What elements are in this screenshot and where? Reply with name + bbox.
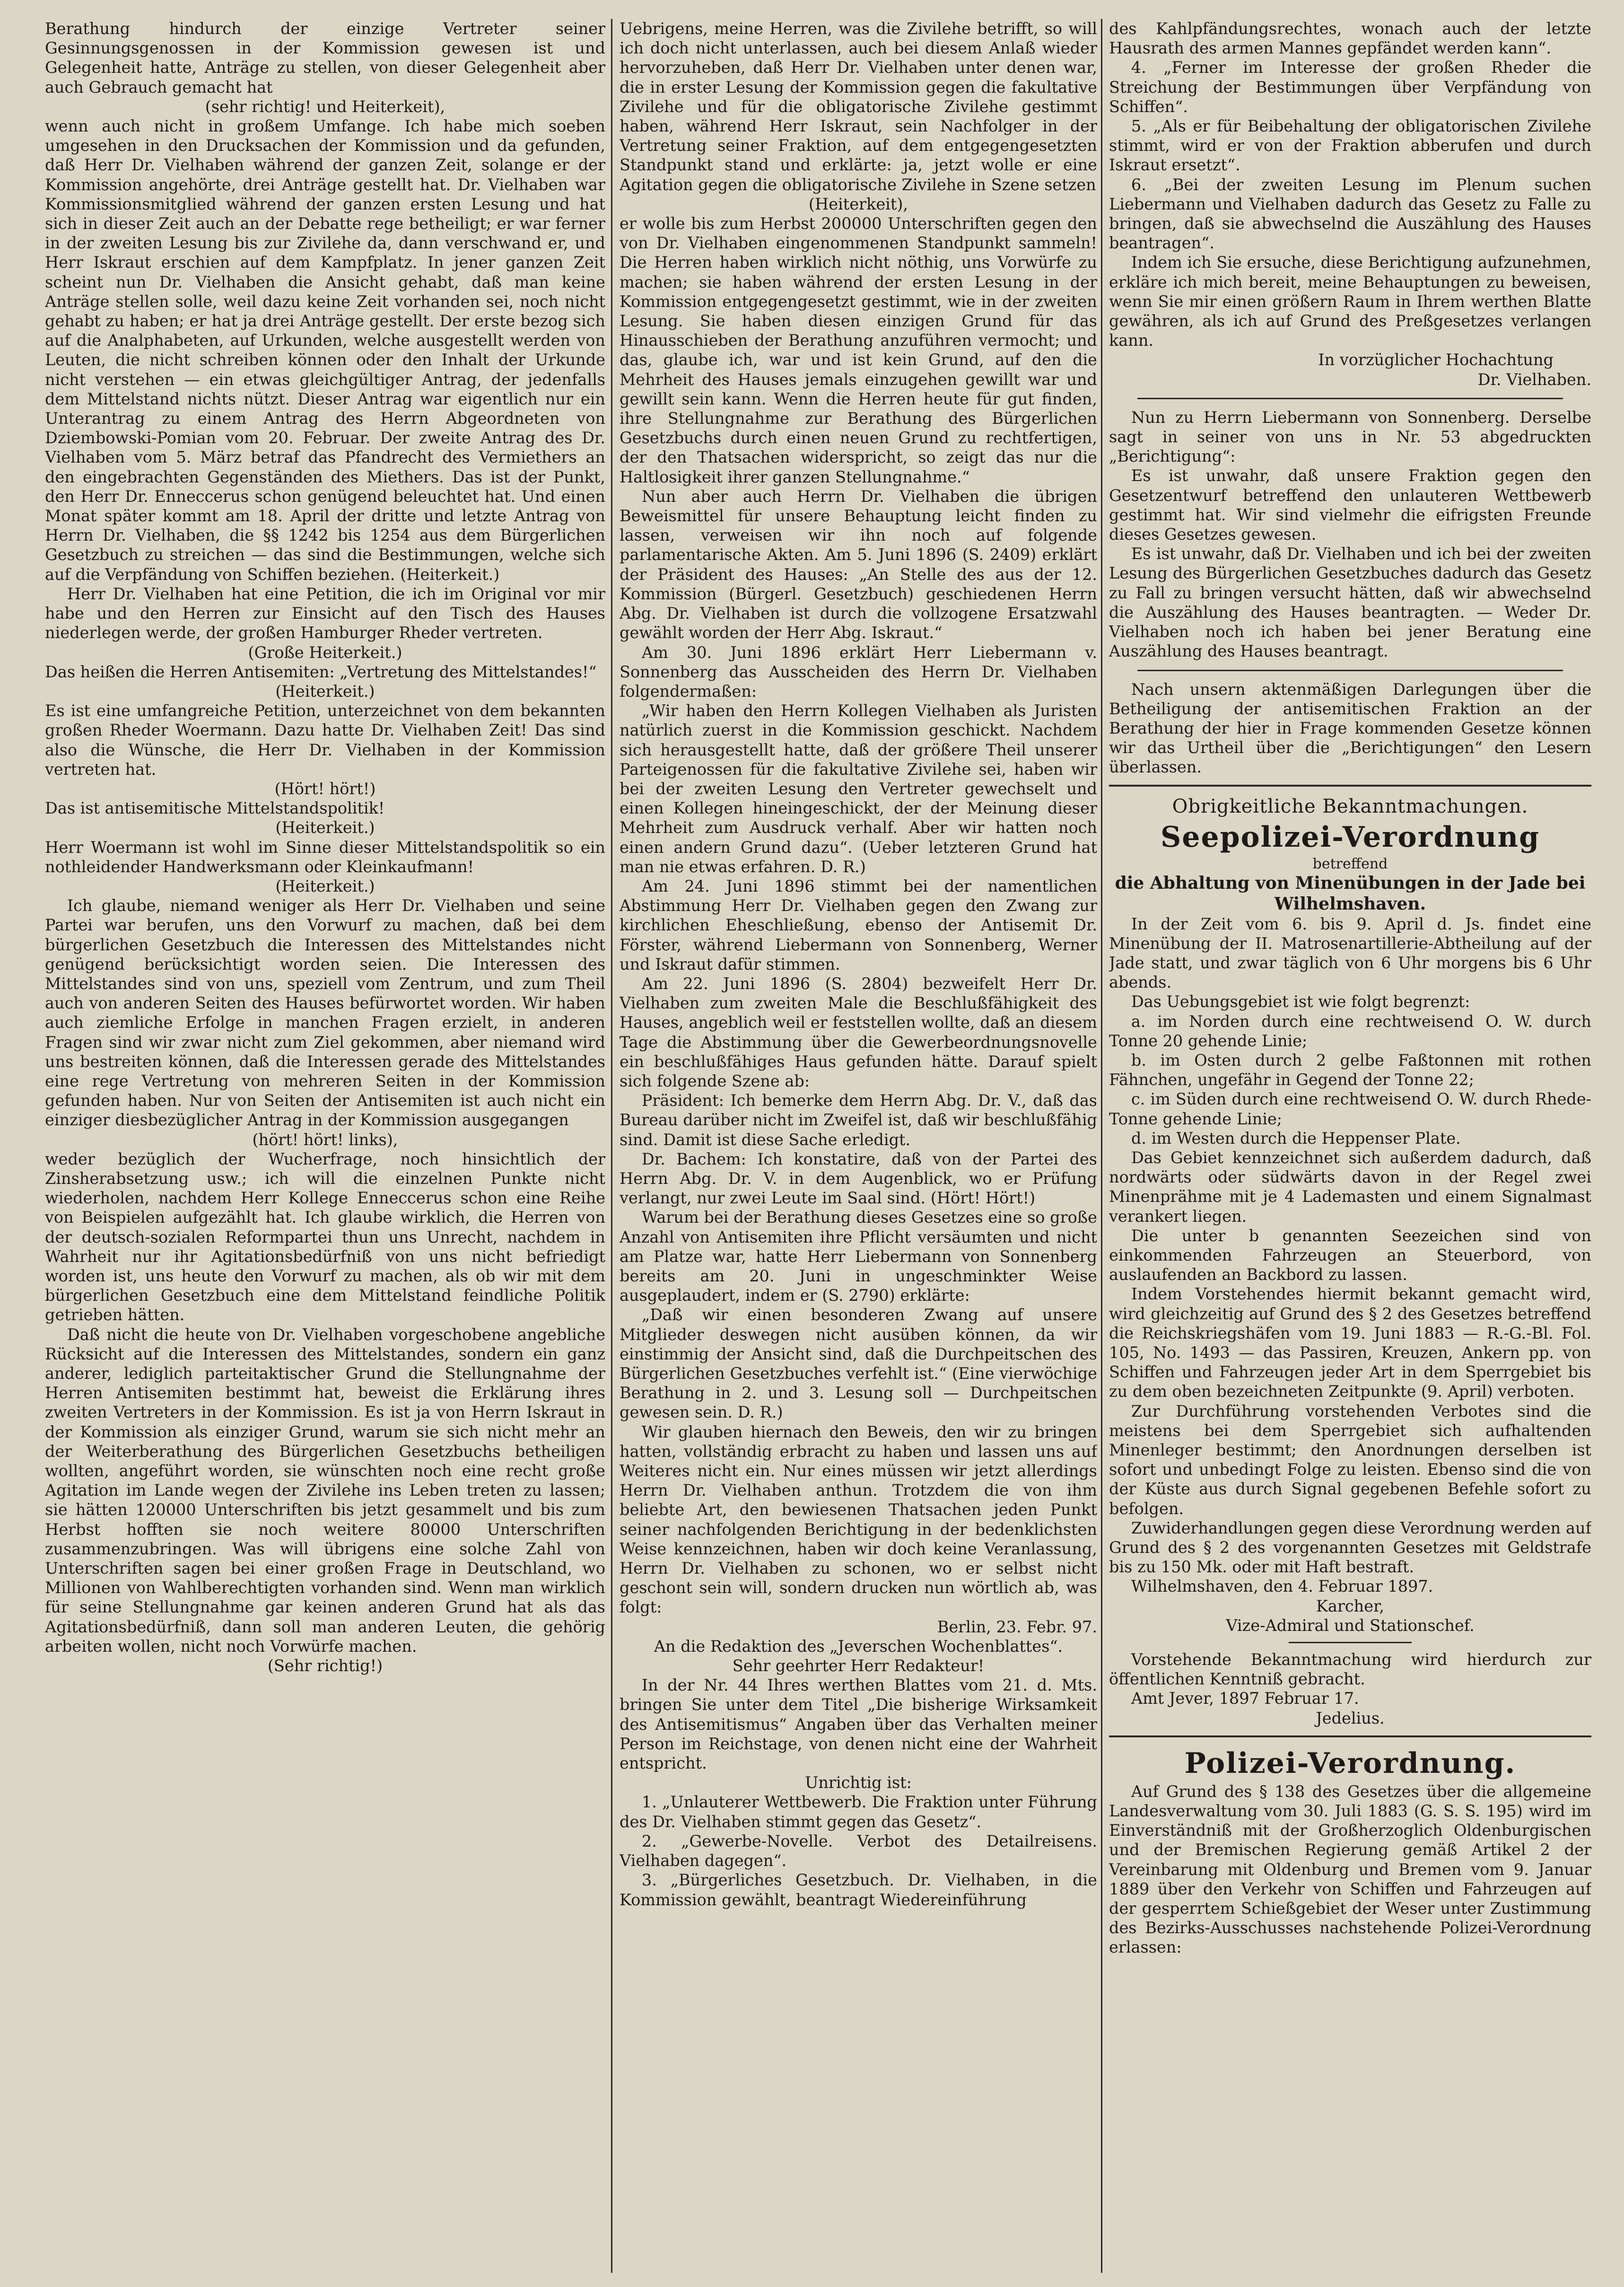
paragraph: Die unter b genannten Seezeichen sind von einkommenden Fahrzeugen an Steuerbord, von auslaufenden an Backbord zu lassen. <box>1109 1226 1591 1284</box>
paragraph: Am 24. Juni 1896 stimmt bei der namentlichen Abstimmung Herr Dr. Vielhaben gegen den Zwang zur kirchlichen Eheschließung, ebenso der Antisemit Dr. Förster, während Liebermann von Sonnenberg, Werner und Iskraut dafür stimmen. <box>620 876 1097 973</box>
paragraph: 4. „Ferner im Interesse der großen Rheder die Streichung der Bestimmungen über Verpfändung von Schiffen“. <box>1109 58 1591 116</box>
section-rule <box>1109 1735 1591 1737</box>
paragraph: Das heißen die Herren Antisemiten: „Vertretung des Mittelstandes!“ <box>45 662 597 681</box>
paragraph: (hört! hört! links), <box>252 1130 398 1149</box>
liebermann-berichtigung <box>1109 408 1591 661</box>
paragraph: a. im Norden durch eine rechtweisend O. W. durch Tonne 20 gehende Linie; <box>1109 1012 1591 1050</box>
paragraph: (Heiterkeit.) <box>275 818 375 837</box>
paragraph: (sehr richtig! und Heiterkeit), <box>205 97 445 116</box>
polizei-body: Auf Grund des § 138 des Gesetzes über die allgemeine Landesverwaltung vom 30. Juli 1883 (G. S. S. 195) wird im Einverständniß mit der Großherzoglich Oldenburgischen und der Bremischen Regierung gemäß Artikel 2 der Vereinbarung mit Oldenburg und Bremen vom 9. Januar 1889 über den Verkehr von Schiffen und Fahrzeugen auf der gesperrtem Schießgebiet der Weser unter Zustimmung des Bezirks-Ausschusses nachstehende Polizei-Verordnung erlassen: <box>1109 1782 1591 1957</box>
paragraph: Das Gebiet kennzeichnet sich außerdem dadurch, daß nordwärts oder südwärts davon in der Regel zwei Minenprähme mit je 4 Lademasten und einem Signalmast verankert liegen. <box>1109 1148 1591 1226</box>
paragraph: Amt Jever, 1897 Februar 17. <box>1131 1689 1359 1708</box>
column-left <box>45 19 605 2278</box>
paragraph: 5. „Als er für Beibehaltung der obligatorischen Zivilehe stimmt, wird er von der Fraktion abberufen und durch Iskraut ersetzt“. <box>1109 117 1591 175</box>
column-right <box>1109 19 1591 2278</box>
paragraph: er wolle bis zum Herbst 200000 Unterschriften gegen den von Dr. Vielhaben eingenommenen Standpunkt sammeln! Die Herren haben wirklich nicht nöthig, uns Vorwürfe zu machen; sie haben während der ersten Lesung in der Kommission entgegengesetzt gestimmt, wie in der zweiten Lesung. Sie haben diesen einzigen Grund für das Hinausschieben der Berathung anzuführen vermocht; und das, glaube ich, war und ist kein Grund, auf den die Mehrheit des Hauses jemals einzugehen gewillt war und gewillt sein kann. Wenn die Herren heute für gut finden, ihre Stellungnahme zur Berathung des Bürgerlichen Gesetzbuchs durch einen neuen Grund zu rechtfertigen, der den Thatsachen widerspricht, so zeigt das nur die Haltlosigkeit ihrer ganzen Stellungnahme.“ <box>620 214 1097 486</box>
paragraph: Es ist eine umfangreiche Petition, unterzeichnet von dem bekannten großen Rheder Woermann. Dazu hatte Dr. Vielhaben Zeit! Das sind also die Wünsche, die Herr Dr. Vielhaben in der Kommission vertreten hat. <box>45 701 605 779</box>
paragraph: 1. „Unlauterer Wettbewerb. Die Fraktion unter Führung des Dr. Vielhaben stimmt gegen das Gesetz“. <box>620 1793 1097 1831</box>
paragraph: Es ist unwahr, daß unsere Fraktion gegen den Gesetzentwurf betreffend den unlauteren Wettbewerb gestimmt hat. Wir sind vielmehr die eifrigsten Freunde dieses Gesetzes gewesen. <box>1109 466 1591 544</box>
paragraph: In der Nr. 44 Ihres werthen Blattes vom 21. d. Mts. bringen Sie unter dem Titel „Die bisherige Wirksamkeit des Antisemitismus“ Angaben über das Verhalten meiner Person im Reichstage, von denen nicht eine der Wahrheit entspricht. <box>620 1676 1097 1773</box>
paragraph: wenn auch nicht in großem Umfange. Ich habe mich soeben umgesehen in den Drucksachen der Kommission und da gefunden, daß Herr Dr. Vielhaben während der ganzen Zeit, solange er der Kommission angehörte, drei Anträge gestellt hat. Dr. Vielhaben war Kommissionsmitglied während der ganzen ersten Lesung und hat sich in dieser Zeit auch an der Debatte rege betheiligt; er war ferner in der zweiten Lesung bis zur Zivilehe da, dann verschwand er, und Herr Iskraut erschien auf dem Kampfplatz. In jener ganzen Zeit scheint nun Dr. Vielhaben die Ansicht gehabt, daß man keine Anträge stellen solle, weil dazu keine Zeit vorhanden sei, noch nicht gehabt zu haben; er hat ja drei Anträge gestellt. Der erste bezog sich auf die Analphabeten, auf Urkunden, welche ausgestellt werden von Leuten, die nicht schreiben können oder den Inhalt der Urkunde nicht verstehen — ein etwas gleichgültiger Antrag, der jedenfalls dem Mittelstand nichts nützt. Dieser Antrag war eigentlich nur ein Unterantrag zu einem Antrag des Herrn Abgeordneten von Dziembowski-Pomian vom 20. Februar. Der zweite Antrag des Dr. Vielhaben vom 5. März betraf das Pfandrecht des Vermiethers an den eingebrachten Gegenständen des Miethers. Das ist der Punkt, den Herr Dr. Enneccerus schon genügend beleuchtet hat. Und einen Monat später kommt am 18. April der dritte und letzte Antrag von Herrn Dr. Vielhaben, die §§ 1242 bis 1254 aus dem Bürgerlichen Gesetzbuch zu streichen — das sind die Bestimmungen, welche sich auf die Verpfändung von Schiffen beziehen. (Heiterkeit.) <box>45 117 605 584</box>
paragraph: Dr. Vielhaben. <box>1477 370 1591 389</box>
paragraph: Vize-Admiral und Stationschef. <box>1226 1616 1475 1635</box>
section-rule <box>1289 1642 1412 1643</box>
paragraph: c. im Süden durch eine rechtweisend O. W. durch Rhede-Tonne gehende Linie; <box>1109 1090 1591 1128</box>
column-divider <box>1101 19 1102 2273</box>
paragraph: An die Redaktion des „Jeverschen Wochenblattes“. <box>654 1637 1063 1656</box>
paragraph: 2. „Gewerbe-Novelle. Verbot des Detailreisens. Vielhaben dagegen“. <box>620 1831 1097 1870</box>
paragraph: Berlin, 23. Febr. 97. <box>937 1617 1097 1636</box>
paragraph: (Große Heiterkeit.) <box>248 643 402 662</box>
paragraph: Unrichtig ist: <box>805 1773 912 1792</box>
paragraph: (Heiterkeit), <box>808 194 908 213</box>
paragraph: Sehr geehrter Herr Redakteur! <box>732 1656 985 1675</box>
column-divider <box>611 19 612 2273</box>
paragraph: weder bezüglich der Wucherfrage, noch hinsichtlich der Zinsherabsetzung usw.; ich will die einzelnen Punkte nicht wiederholen, nachdem Herr Kollege Enneccerus schon eine Reihe von Beispielen aufgezählt hat. Ich glaube wirklich, die Herren von der deutsch-sozialen Reformpartei thun uns Unrecht, nachdem in Wahrheit nur ihr Agitationsbedürfniß von uns nicht befriedigt worden ist, uns heute den Vorwurf zu machen, als ob wir mit dem bürgerlichen Gesetzbuch eine dem Mittelstand feindliche Politik getrieben hätten. <box>45 1149 605 1324</box>
paragraph: Am 30. Juni 1896 erklärt Herr Liebermann v. Sonnenberg das Ausscheiden des Herrn Dr. Vielhaben folgendermaßen: <box>620 643 1097 701</box>
polizei-title: Polizei-Verordnung. <box>1184 1746 1516 1780</box>
betreffend-label: betreffend <box>1312 855 1388 872</box>
paragraph: Nun aber auch Herrn Dr. Vielhaben die übrigen Beweismittel für unsere Behauptung leicht finden zu lassen, verweisen wir ihn noch auf folgende parlamentarische Akten. Am 5. Juni 1896 (S. 2409) erklärt der Präsident des Hauses: „An Stelle des aus der 12. Kommission (Bürgerl. Gesetzbuch) geschiedenen Herrn Abg. Dr. Vielhaben ist durch die vollzogene Ersatzwahl gewählt worden der Herr Abg. Iskraut.“ <box>620 487 1097 642</box>
paragraph: „Daß wir einen besonderen Zwang auf unsere Mitglieder deswegen nicht ausüben können, da wir einstimmig der Ansicht sind, daß die Durchpeitschen des Bürgerlichen Gesetzbuches verfehlt ist.“ (Eine vierwöchige Berathung in 2. und 3. Lesung soll — Durchpeitschen gewesen sein. D. R.) <box>620 1306 1097 1422</box>
seepolizei-subject: die Abhaltung von Minenübungen in der Jade bei Wilhelmshaven. <box>1115 873 1586 914</box>
paragraph: Präsident: Ich bemerke dem Herrn Abg. Dr. V., daß das Bureau darüber nicht im Zweifel ist, daß wir beschlußfähig sind. Damit ist diese Sache erledigt. <box>620 1091 1097 1149</box>
paragraph: des Kahlpfändungsrechtes, wonach auch der letzte Hausrath des armen Mannes gepfändet werden kann“. <box>1109 19 1591 58</box>
paragraph: b. im Osten durch 2 gelbe Faßtonnen mit rothen Fähnchen, ungefähr in Gegend der Tonne 22; <box>1109 1051 1591 1089</box>
paragraph: „Wir haben den Herrn Kollegen Vielhaben als Juristen natürlich zuerst in die Kommission geschickt. Nachdem sich herausgestellt hatte, daß der größere Theil unserer Parteigenossen für die fakultative Zivilehe sei, haben wir bei der zweiten Lesung den Vertreter gewechselt und einen Kollegen hineingeschickt, der der Meinung dieser Mehrheit zum Ausdruck verhalf. Aber wir hatten noch einen andern Grund dazu“. (Ueber letzteren Grund hat man nie etwas erfahren. D. R.) <box>620 701 1097 876</box>
berichtigung-letter-end <box>1109 19 1591 389</box>
paragraph: Wilhelmshaven, den 4. Februar 1897. <box>1131 1577 1433 1596</box>
paragraph: Das ist antisemitische Mittelstandspolitik! <box>45 799 385 818</box>
paragraph: (Heiterkeit.) <box>275 682 375 701</box>
section-rule <box>1109 785 1591 787</box>
column-middle <box>620 19 1097 2278</box>
paragraph: d. im Westen durch die Heppenser Plate. <box>1131 1129 1461 1148</box>
paragraph: Es ist unwahr, daß Dr. Vielhaben und ich bei der zweiten Lesung des Bürgerlichen Gesetzbuches dadurch das Gesetz zu Fall zu bringen versucht hätten, daß wir abwechselnd die Auszählung des Hauses beantragten. — Weder Dr. Vielhaben noch ich haben bei jener Beratung eine Auszählung des Hauses beantragt. <box>1109 544 1591 661</box>
paragraph: Nun zu Herrn Liebermann von Sonnenberg. Derselbe sagt in seiner von uns in Nr. 53 abgedruckten „Berichtigung“: <box>1109 408 1591 466</box>
paragraph: Jedelius. <box>1316 1709 1385 1727</box>
seepolizei-footer <box>1109 1650 1591 1728</box>
paragraph: (Sehr richtig!) <box>267 1656 383 1675</box>
paragraph: (Hört! hört!) <box>274 779 376 798</box>
editorial-note: Nach unsern aktenmäßigen Darlegungen über die Betheiligung der antisemitischen Fraktion an der Berathung der hier in Frage kommenden Gesetze können wir das Urtheil über die „Berichtigungen“ den Lesern überlassen. <box>1109 680 1591 777</box>
paragraph: Warum bei der Berathung dieses Gesetzes eine so große Anzahl von Antisemiten ihre Pflicht versäumten und nicht am Platze war, hatte Herr Liebermann von Sonnenberg bereits am 20. Juni in ungeschminkter Weise ausgeplaudert, indem er (S. 2790) erklärte: <box>620 1208 1097 1305</box>
paragraph: Zur Durchführung vorstehenden Verbotes sind die meistens bei dem Sperrgebiet sich aufhaltenden Minenleger bestimmt; den Anordnungen derselben ist sofort und unbedingt Folge zu leisten. Ebenso sind die von der Küste aus durch Signal gegebenen Befehle sofort zu befolgen. <box>1109 1402 1591 1518</box>
paragraph: 3. „Bürgerliches Gesetzbuch. Dr. Vielhaben, in die Kommission gewählt, beantragt Wiedereinführung <box>620 1871 1097 1909</box>
paragraph: Uebrigens, meine Herren, was die Zivilehe betrifft, so will ich doch nicht unterlassen, auch bei diesem Anlaß wieder hervorzuheben, daß Herr Dr. Vielhaben unter denen war, die in erster Lesung der Kommission gegen die fakultative Zivilehe und für die obligatorische Zivilehe gestimmt haben, während Herr Iskraut, sein Nachfolger in der Vertretung seiner Fraktion, auf dem entgegengesetzten Standpunkt stand und erklärte: ja, jetzt wolle er eine Agitation gegen die obligatorische Zivilehe in Szene setzen <box>620 19 1097 194</box>
paragraph: 6. „Bei der zweiten Lesung im Plenum suchen Liebermann und Vielhaben dadurch das Gesetz zu Falle zu bringen, daß sie abwechselnd die Auszählung des Hauses beantragen“. <box>1109 175 1591 253</box>
seepolizei-title: Seepolizei-Verordnung <box>1160 820 1540 854</box>
paragraph: Daß nicht die heute von Dr. Vielhaben vorgeschobene angebliche Rücksicht auf die Interessen des Mittelstandes, sondern ein ganz anderer, lediglich parteitaktischer Grund die Stellungnahme der Herren Antisemiten bestimmt hat, beweist die Erklärung ihres zweiten Vertreters in der Kommission. Es ist ja von Herrn Iskraut in der Kommission als einziger Grund, warum sie sich nicht mehr an der Weiterberathung des Bürgerlichen Gesetzbuchs betheiligen wollten, angeführt worden, sie wünschten noch eine recht große Agitation im Lande wegen der Zivilehe ins Leben treten zu lassen; sie hätten 120000 Unterschriften bis jetzt gesammelt und bis zum Herbst hofften sie noch weitere 80000 Unterschriften zusammenzubringen. Was will übrigens eine solche Zahl von Unterschriften sagen bei einer großen Frage in Deutschland, wo Millionen von Wahlberechtigten vorhanden sind. Wenn man wirklich für seine Stellungnahme gar keinen anderen Grund hat als das Agitationsbedürfniß, dann soll man anderen Leuten, die gehörig arbeiten wollen, nicht noch Vorwürfe machen. <box>45 1325 605 1656</box>
paragraph: Herr Dr. Vielhaben hat eine Petition, die ich im Original vor mir habe und den Herren zur Einsicht auf den Tisch des Hauses niederlegen werde, der großen Hamburger Rheder vertreten. <box>45 584 605 642</box>
section-rule <box>1137 670 1563 671</box>
section-rule <box>1137 398 1563 399</box>
paragraph: Wir glauben hiernach den Beweis, den wir zu bringen hatten, vollständig erbracht zu haben und lassen uns auf Weiteres nicht ein. Nur eines müssen wir jetzt allerdings Herrn Dr. Vielhaben anthun. Trotzdem die von ihm beliebte Art, den bewiesenen Thatsachen jeden Punkt seiner nachfolgenden Berichtigung in der bedenklichsten Weise kennzeichnen, haben wir doch keine Veranlassung, Herrn Dr. Vielhaben zu schonen, wo er selbst nicht geschont sein will, sondern drucken nun wörtlich ab, was folgt: <box>620 1422 1097 1617</box>
seepolizei-body <box>1109 914 1591 1636</box>
paragraph: Ich glaube, niemand weniger als Herr Dr. Vielhaben und seine Partei war berufen, uns den Vorwurf zu machen, daß bei dem bürgerlichen Gesetzbuch die Interessen des Mittelstandes nicht genügend berücksichtigt worden seien. Die Interessen des Mittelstandes sind von uns, speziell vom Zentrum, und zum Theil auch von anderen Seiten des Hauses befürwortet worden. Wir haben auch ziemliche Erfolge in manchen Fragen erzielt, in anderen Fragen sind wir zwar nicht zum Ziel gekommen, aber niemand wird uns bestreiten können, daß die Interessen gerade des Mittelstandes eine rege Vertretung von mehreren Seiten in der Kommission gefunden haben. Nur von Seiten der Antisemiten ist auch nicht ein einziger diesbezüglicher Antrag in der Kommission ausgegangen <box>45 896 605 1130</box>
paragraph: Berathung hindurch der einzige Vertreter seiner Gesinnungsgenossen in der Kommission gewesen ist und Gelegenheit hatte, Anträge zu stellen, von dieser Gelegenheit aber auch Gebrauch gemacht hat <box>45 19 605 96</box>
paragraph: Herr Woermann ist wohl im Sinne dieser Mittelstandspolitik so ein nothleidender Handwerksmann oder Kleinkaufmann! <box>45 838 605 876</box>
paragraph: Indem ich Sie ersuche, diese Berichtigung aufzunehmen, erkläre ich mich bereit, meine Behauptungen zu beweisen, wenn Sie mir einen größern Raum in Ihrem werthen Blatte gewähren, als ich auf Grund des Preßgesetzes verlangen kann. <box>1109 253 1591 350</box>
paragraph: Zuwiderhandlungen gegen diese Verordnung werden auf Grund des § 2 des vorgenannten Gesetzes mit Geldstrafe bis zu 150 Mk. oder mit Haft bestraft. <box>1109 1518 1591 1577</box>
paragraph: In vorzüglicher Hochachtung <box>1318 350 1554 369</box>
paragraph: Vorstehende Bekanntmachung wird hierdurch zur öffentlichen Kenntniß gebracht. <box>1109 1650 1591 1689</box>
paragraph: Karcher, <box>1316 1596 1385 1615</box>
paragraph: Am 22. Juni 1896 (S. 2804) bezweifelt Herr Dr. Vielhaben zum zweiten Male die Beschlußfähigkeit des Hauses, angeblich weil er feststellen wollte, daß an diesem Tage die Abstimmung über die Gewerbeordnungsnovelle ein beschlußfähiges Haus gefunden hätte. Darauf spielt sich folgende Szene ab: <box>620 974 1097 1090</box>
paragraph: (Heiterkeit.) <box>275 876 375 895</box>
paragraph: Das Uebungsgebiet ist wie folgt begrenzt: <box>1131 992 1470 1011</box>
official-notices-heading: Obrigkeitliche Bekanntmachungen. <box>1172 795 1528 817</box>
paragraph: Dr. Bachem: Ich konstatire, daß von der Partei des Herrn Abg. Dr. V. in dem Augenblick, wo er Prüfung verlangt, nur zwei Leute im Saal sind. (Hört! Hört!) <box>620 1149 1097 1208</box>
paragraph: In der Zeit vom 6. bis 9. April d. Js. findet eine Minenübung der II. Matrosenartillerie-Abtheilung auf der Jade statt, und zwar täglich von 6 Uhr morgens bis 6 Uhr abends. <box>1109 914 1591 992</box>
paragraph: Indem Vorstehendes hiermit bekannt gemacht wird, wird gleichzeitig auf Grund des § 2 des Gesetzes betreffend die Reichskriegshäfen vom 19. Juni 1883 — R.-G.-Bl. Fol. 105, No. 1493 — das Passiren, Kreuzen, Ankern pp. von Schiffen und Fahrzeugen jeder Art in dem Sperrgebiet bis zu dem oben bezeichneten Zeitpunkte (9. April) verboten. <box>1109 1285 1591 1401</box>
